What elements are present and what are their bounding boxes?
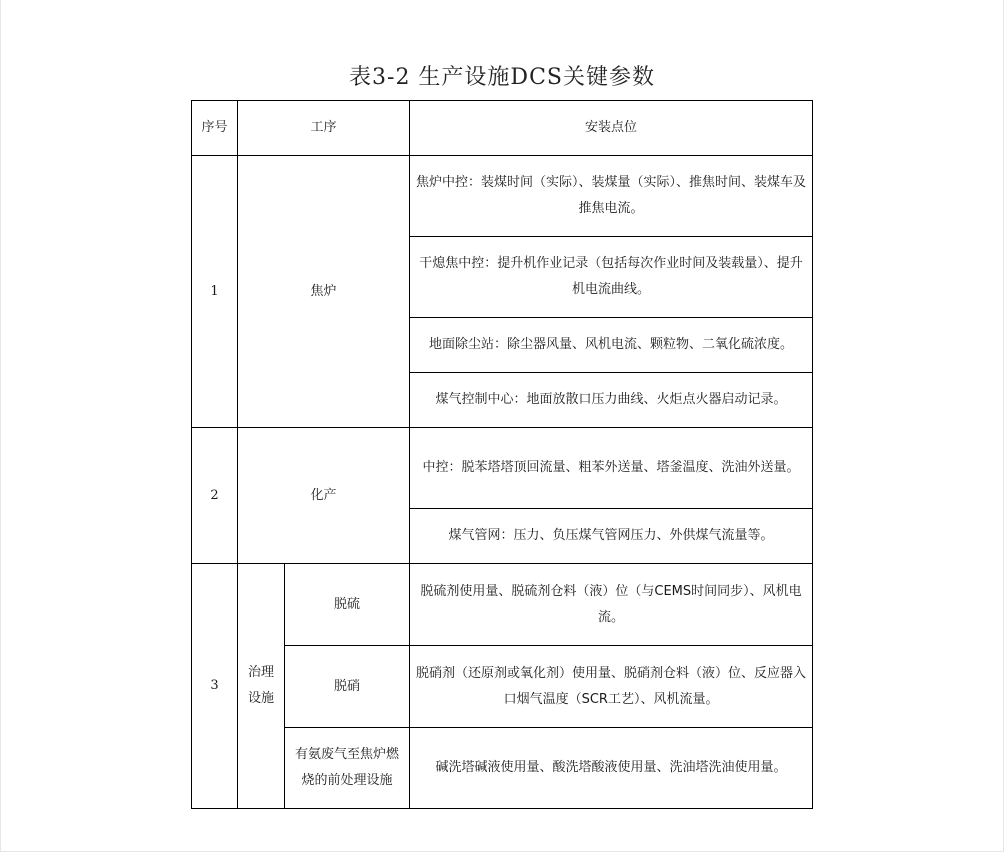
table-row bbox=[192, 156, 813, 237]
location-cell: 脱硫剂使用量、脱硫剂仓料（液）位（与CEMS时间同步）、风机电流。 bbox=[410, 564, 813, 646]
table-row bbox=[192, 428, 813, 509]
row-number: 2 bbox=[192, 428, 238, 564]
location-cell: 中控：脱苯塔塔顶回流量、粗苯外送量、塔釜温度、洗油外送量。 bbox=[410, 428, 813, 509]
header-process: 工序 bbox=[238, 101, 410, 156]
dcs-parameters-table bbox=[191, 100, 813, 809]
location-cell: 地面除尘站：除尘器风量、风机电流、颗粒物、二氧化硫浓度。 bbox=[410, 318, 813, 373]
location-cell: 碱洗塔碱液使用量、酸洗塔酸液使用量、洗油塔洗油使用量。 bbox=[410, 728, 813, 809]
location-cell: 脱硝剂（还原剂或氧化剂）使用量、脱硝剂仓料（液）位、反应器入口烟气温度（SCR工艺）、风机流量。 bbox=[410, 646, 813, 728]
row-number: 1 bbox=[192, 156, 238, 428]
table-row bbox=[192, 646, 813, 728]
process-name: 焦炉 bbox=[238, 156, 410, 428]
location-cell: 煤气控制中心：地面放散口压力曲线、火炬点火器启动记录。 bbox=[410, 373, 813, 428]
header-no: 序号 bbox=[192, 101, 238, 156]
sub-process-name: 有氨废气至焦炉燃烧的前处理设施 bbox=[285, 728, 410, 809]
sub-process-name: 脱硫 bbox=[285, 564, 410, 646]
header-row bbox=[192, 101, 813, 156]
table-title: 表3-2 生产设施DCS关键参数 bbox=[349, 65, 655, 90]
location-cell: 焦炉中控：装煤时间（实际）、装煤量（实际）、推焦时间、装煤车及推焦电流。 bbox=[410, 156, 813, 237]
location-cell: 煤气管网：压力、负压煤气管网压力、外供煤气流量等。 bbox=[410, 509, 813, 564]
header-location: 安装点位 bbox=[410, 101, 813, 156]
location-cell: 干熄焦中控：提升机作业记录（包括每次作业时间及装载量）、提升机电流曲线。 bbox=[410, 237, 813, 318]
process-name: 治理设施 bbox=[238, 564, 285, 809]
process-name: 化产 bbox=[238, 428, 410, 564]
row-number: 3 bbox=[192, 564, 238, 809]
table-row bbox=[192, 728, 813, 809]
table-row bbox=[192, 564, 813, 646]
sub-process-name: 脱硝 bbox=[285, 646, 410, 728]
